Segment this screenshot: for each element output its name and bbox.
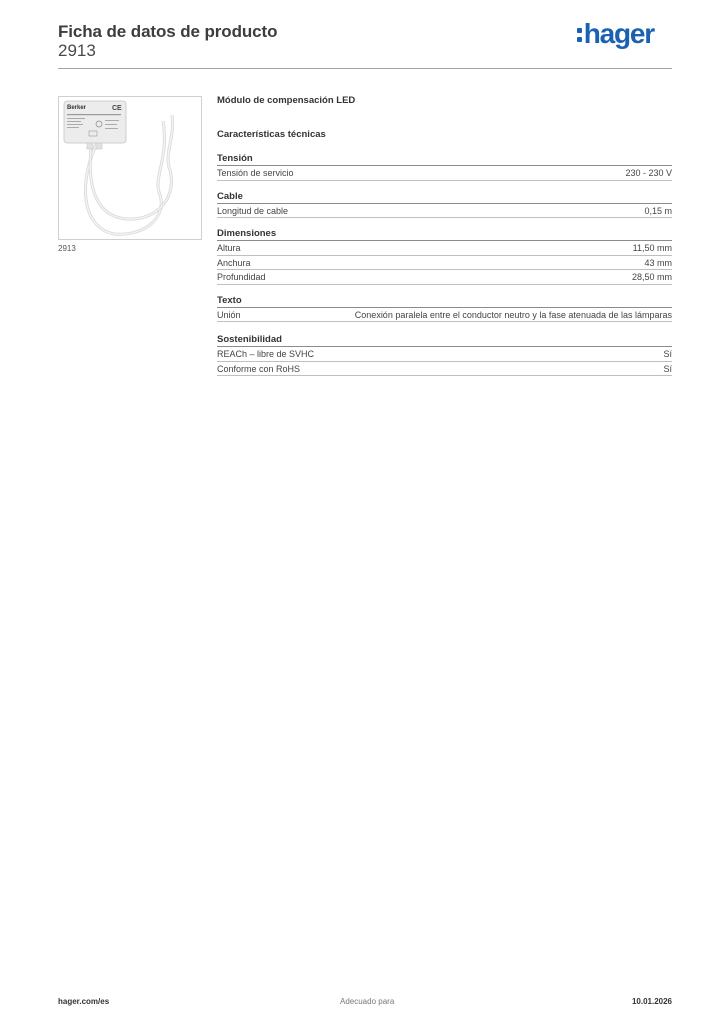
product-image [58, 96, 202, 240]
footer-date: 10.01.2026 [631, 997, 672, 1006]
spec-label: Longitud de cable [217, 205, 289, 216]
footer-website-link[interactable]: hager.com/es [58, 997, 110, 1006]
spec-value: Sí [663, 363, 672, 374]
spec-row [217, 270, 672, 285]
logo-colon-mark [577, 20, 583, 50]
spec-value: 11,50 mm [632, 243, 672, 253]
group-cable [217, 191, 672, 219]
hager-logo [577, 20, 654, 50]
page-header [58, 20, 672, 70]
group-tension [217, 153, 672, 181]
led-module-illustration [59, 97, 201, 239]
group-sustainability [217, 334, 672, 376]
spec-label: Unión [217, 309, 241, 320]
section-title: Características técnicas [217, 129, 326, 140]
device-brand-label: Berker [67, 105, 87, 111]
spec-label: Conforme con RoHS [217, 363, 301, 374]
spec-value: 43 mm [644, 257, 672, 268]
spec-label: Tensión de servicio [217, 168, 294, 178]
spec-row [217, 362, 672, 377]
spec-row [217, 204, 672, 219]
group-dimensions [217, 228, 672, 285]
footer-note: Adecuado para [340, 997, 395, 1006]
spec-value: Sí [663, 349, 672, 359]
spec-label: Anchura [217, 257, 251, 268]
group-title: Tensión [217, 153, 672, 166]
group-title: Sostenibilidad [217, 334, 672, 347]
logo-text: hager [583, 18, 654, 49]
spec-label: REACh – libre de SVHC [217, 349, 315, 359]
spec-value: 230 - 230 V [625, 168, 672, 178]
spec-row [217, 166, 672, 181]
group-title: Dimensiones [217, 228, 672, 241]
spec-value: Conexión paralela entre el conductor neutro y la fase atenuada de las lámparas [354, 309, 672, 320]
spec-value: 28,50 mm [631, 272, 672, 282]
product-number: 2913 [58, 41, 96, 60]
document-title: Ficha de datos de producto [58, 22, 278, 41]
product-details [217, 95, 672, 386]
group-title: Cable [217, 191, 672, 204]
product-name: Módulo de compensación LED [217, 95, 356, 106]
spec-row [217, 241, 672, 256]
spec-row [217, 308, 672, 323]
image-caption: 2913 [58, 244, 76, 253]
group-text [217, 295, 672, 323]
header-divider [58, 68, 672, 69]
svg-text:CE: CE [112, 105, 122, 112]
spec-label: Altura [217, 243, 241, 253]
spec-row [217, 347, 672, 362]
spec-label: Profundidad [217, 272, 266, 282]
group-title: Texto [217, 295, 672, 308]
spec-value: 0,15 m [644, 205, 672, 216]
spec-row [217, 256, 672, 271]
